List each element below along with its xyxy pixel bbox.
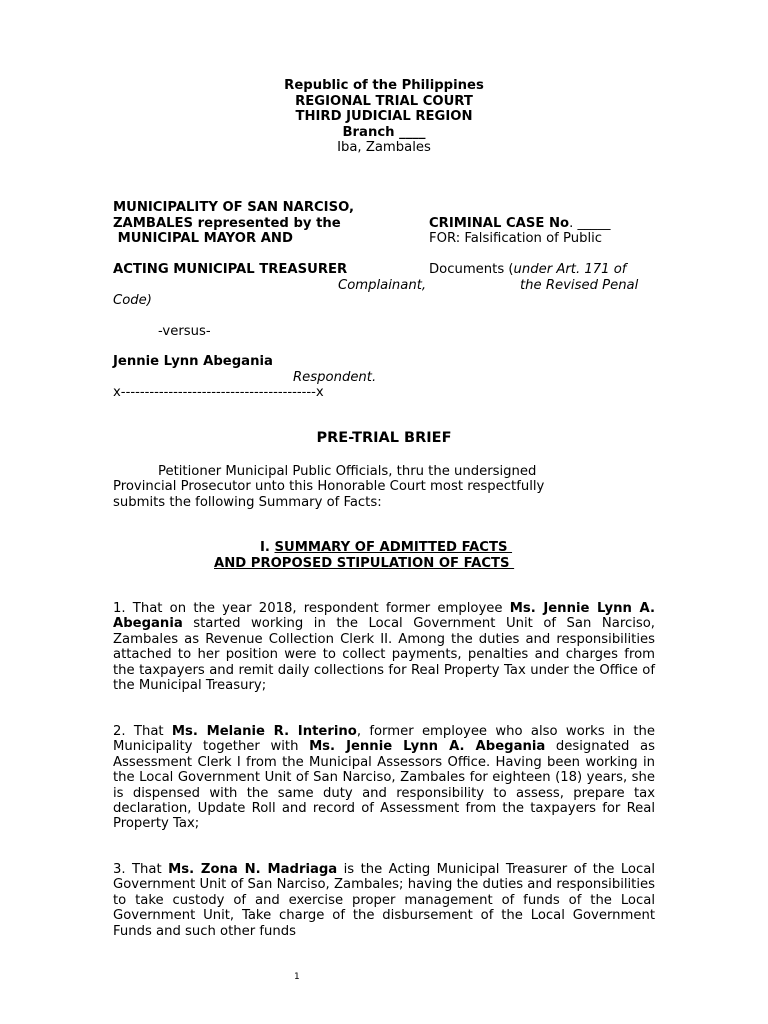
document-title: PRE-TRIAL BRIEF [316,430,452,446]
court-header-republic: Republic of the Philippines [284,78,484,93]
case-documents-text: Documents ( [429,262,514,277]
fact-paragraph-1 [113,601,655,693]
page-number: 1 [294,972,300,982]
section-number: I. [260,540,275,555]
case-documents-line [429,262,626,278]
caption-divider: x-----------------------------------------x [113,385,324,400]
case-number-label: CRIMINAL CASE No [429,216,570,231]
case-number-blank: . _____ [569,216,611,231]
court-header-region: THIRD JUDICIAL REGION [295,109,473,124]
fact-2-name-1: Ms. Melanie R. Interino [171,724,357,739]
fact-2-text-b: , former employee who also works in the Municipality together with [113,724,655,755]
court-header-rtc: REGIONAL TRIAL COURT [295,93,473,109]
respondent-name: Jennie Lynn Abegania [113,354,273,369]
section-heading-line-2: AND PROPOSED STIPULATION OF FACTS [214,556,515,571]
complainant-line-2: ZAMBALES represented by the [113,216,341,231]
section-heading-line-1 [260,540,512,556]
intro-line-1: Petitioner Municipal Public Officials, thru the undersigned [158,464,537,479]
versus: -versus- [158,324,211,339]
case-for-line: FOR: Falsification of Public [429,231,603,246]
fact-2-text-a: 2. That [113,724,172,739]
court-header-location: Iba, Zambales [337,140,431,155]
complainant-line-3: MUNICIPAL MAYOR AND [113,231,293,246]
case-number [429,216,610,232]
intro-line-2: Provincial Prosecutor unto this Honorable Court most respectfully [113,479,545,494]
fact-3-text-b: is the Acting Municipal Treasurer of the Local Government Unit of San Narciso, Zambales; having the duties and responsibilities to take custody of and exercise proper management of funds of the Local Government Unit, Take charge of the disbursement of the Local Government Funds and such other funds [113,862,656,939]
section-heading-1: SUMMARY OF ADMITTED FACTS [274,540,513,555]
fact-2-name-2: Ms. Jennie Lynn A. Abegania [309,739,546,755]
case-penal-code: the Revised Penal [520,278,639,293]
court-header-branch: Branch ____ [342,124,426,140]
fact-2-text-c: designated as Assessment Clerk I from the Municipal Assessors Office. Having been working in the Local Government Unit of San Narciso, Zambales for eighteen (18) years, she is dispensed with the same duty and responsibility to assess, prepare tax declaration, Update Roll and record of Assessment from the taxpayers for Real Property Tax; [113,739,655,832]
intro-line-3: submits the following Summary of Facts: [113,495,382,510]
complainant-line-1: MUNICIPALITY OF SAN NARCISO, [113,200,355,215]
case-documents-article: under Art. 171 of [513,262,627,277]
respondent-role: Respondent. [293,370,377,385]
fact-1-text-a: 1. That on the year 2018, respondent former employee [113,601,510,616]
fact-1-text-b: started working in the Local Government Unit of San Narciso, Zambales as Revenue Collection Clerk II. Among the duties and responsibilities attached to her position were to collect payments, penalties and charges from the taxpayers and remit daily collections for Real Property Tax under the Office of the Municipal Treasury; [113,616,655,694]
fact-1-name: Ms. Jennie Lynn A. Abegania [113,601,655,632]
complainant-role: Complainant, [338,278,427,293]
fact-paragraph-2 [113,724,655,832]
complainant-line-4: ACTING MUNICIPAL TREASURER [113,262,348,277]
fact-paragraph-3 [113,862,655,939]
case-code-line: Code) [113,293,152,308]
fact-3-name: Ms. Zona N. Madriaga [168,862,338,877]
fact-3-text-a: 3. That [113,862,169,877]
